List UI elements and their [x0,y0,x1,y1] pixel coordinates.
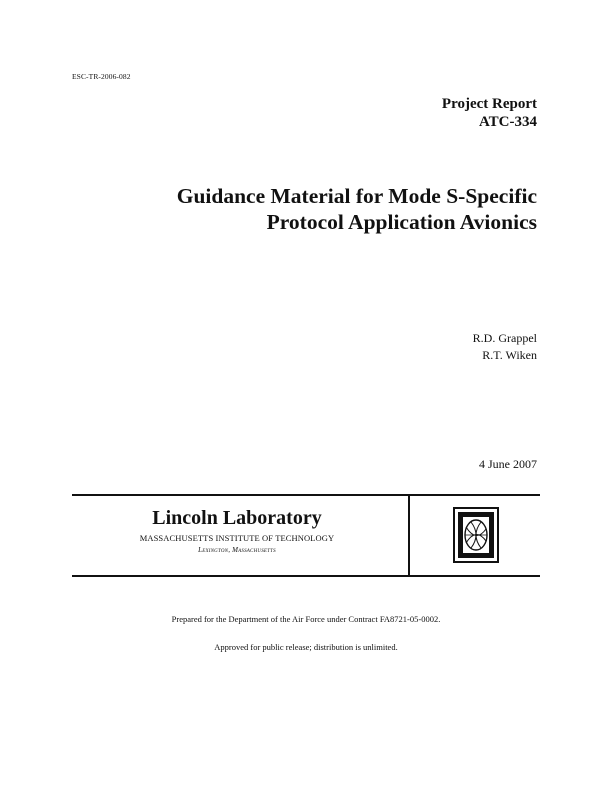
report-number: ATC-334 [478,114,537,130]
title-line-2: Protocol Application Avionics [266,210,537,234]
lab-banner [72,494,540,577]
author-name: R.D. Grappel [472,331,537,345]
lincoln-laboratory-logo-icon [453,507,499,563]
authors [473,330,537,364]
lab-institute: MASSACHUSETTS INSTITUTE OF TECHNOLOGY [139,533,335,543]
report-id: ESC-TR-2006-082 [72,72,131,81]
document-title [77,183,537,235]
lab-name: Lincoln Laboratory [152,507,322,529]
lab-location: Lexington, Massachusetts [198,546,276,554]
banner-divider [408,496,410,575]
report-date: 4 June 2007 [479,457,537,471]
author-name: R.T. Wiken [482,348,537,362]
contract-statement: Prepared for the Department of the Air Force under Contract FA8721-05-0002. [171,614,441,624]
release-statement: Approved for public release; distribution is unlimited. [214,642,398,652]
report-type: Project Report [441,96,537,112]
title-line-1: Guidance Material for Mode S-Specific [176,184,537,208]
